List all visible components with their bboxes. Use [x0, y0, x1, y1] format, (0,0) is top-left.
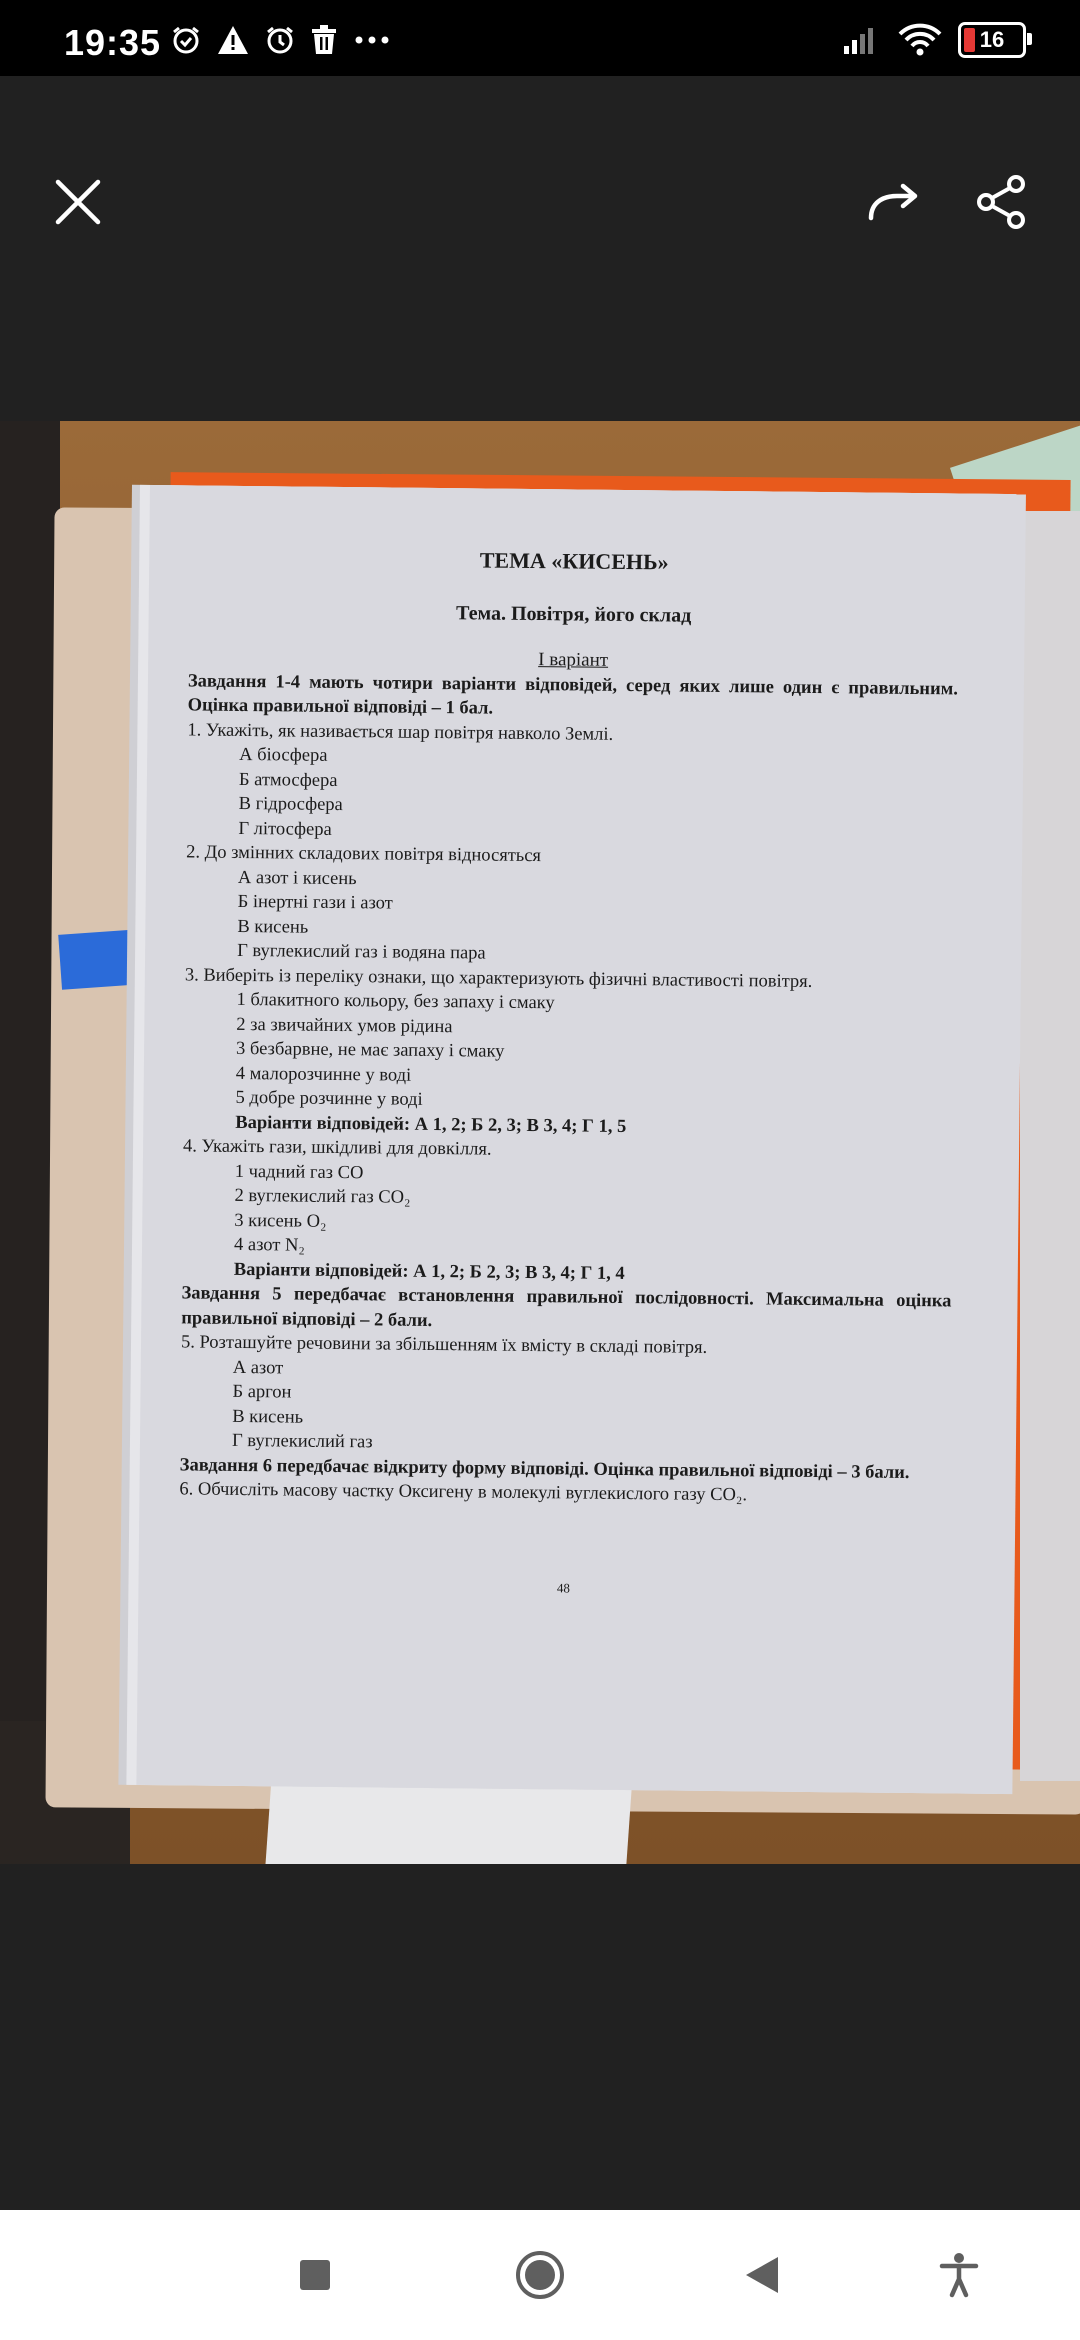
q4-option: 3 кисень O₂ [234, 1210, 327, 1232]
q5-option: В кисень [232, 1406, 304, 1428]
navigation-bar [0, 2210, 1080, 2340]
q3-answer-variants: Варіанти відповідей: А 1, 2; Б 2, 3; В 3, 4; Г 1, 5 [235, 1112, 627, 1137]
q3-option: 3 безбарвне, не має запаху і смаку [235, 1038, 505, 1062]
q4-answer-variants: Варіанти відповідей: А 1, 2; Б 2, 3; В 3, 4; Г 1, 4 [233, 1259, 625, 1284]
q2-option: Г вуглекислий газ і водяна пара [237, 940, 486, 964]
status-notification-icons [170, 24, 392, 56]
trash-icon [310, 24, 338, 56]
q3-option: 2 за звичайних умов рідина [236, 1014, 453, 1037]
q4-option: 4 азот N₂ [233, 1234, 305, 1256]
recents-square-icon [298, 2258, 332, 2292]
q4-option: 2 вуглекислий газ CO₂ [234, 1185, 411, 1208]
q2-option: Б інертні гази і азот [237, 891, 393, 914]
instruction-6: Завдання 6 передбачає відкриту форму відповіді. Оцінка правильної відповіді – 3 бали. [179, 1454, 910, 1483]
recents-button[interactable] [285, 2245, 345, 2305]
doc-variant: І варіант [538, 649, 609, 671]
q2-option: В кисень [237, 916, 309, 938]
back-triangle-icon [744, 2255, 780, 2295]
q3-option: 1 блакитного кольору, без запаху і смаку [236, 989, 555, 1014]
signal-icon [842, 24, 882, 56]
forward-button[interactable] [853, 162, 933, 242]
question-2: 2. До змінних складових повітря відносяться [186, 842, 542, 867]
home-button[interactable] [510, 2245, 570, 2305]
q1-option: Б атмосфера [238, 769, 338, 791]
back-button[interactable] [732, 2245, 792, 2305]
q5-option: Б аргон [232, 1381, 292, 1403]
share-icon [974, 174, 1030, 230]
facing-page [1020, 511, 1080, 1781]
close-button[interactable] [38, 162, 118, 242]
more-dots-icon [352, 24, 392, 56]
status-time: 19:35 [64, 22, 162, 63]
q3-option: 4 малорозчинне у воді [235, 1063, 412, 1086]
q1-option: Г літосфера [238, 818, 332, 840]
alarm-clock-icon [264, 24, 296, 56]
photo-image[interactable] [0, 421, 1080, 1864]
q1-option: А біосфера [239, 744, 328, 766]
viewer-toolbar [0, 76, 1080, 416]
home-circle-icon [514, 2249, 566, 2301]
wifi-icon [898, 23, 942, 57]
warning-icon [216, 24, 250, 56]
q2-option: А азот і кисень [237, 867, 357, 889]
q1-option: В гідросфера [238, 793, 343, 816]
question-3: 3. Виберіть із переліку ознаки, що характеризують фізичні властивості повітря. [184, 964, 813, 992]
doc-title: ТЕМА «КИСЕНЬ» [479, 547, 669, 575]
accessibility-button[interactable] [929, 2245, 989, 2305]
instruction-5: Завдання 5 передбачає встановлення правильної послідовності. Максимальна оцінка правильної відповіді – 2 бали. [181, 1283, 952, 1331]
status-system-icons [842, 22, 1026, 58]
question-4: 4. Укажіть гази, шкідливі для довкілля. [182, 1136, 492, 1160]
alarm-check-icon [170, 24, 202, 56]
battery-icon [958, 22, 1026, 58]
share-button[interactable] [962, 162, 1042, 242]
document-page [136, 485, 1026, 1794]
forward-icon [865, 178, 921, 226]
battery-level: 16 [979, 27, 1005, 52]
q3-option: 5 добре розчинне у воді [235, 1087, 423, 1110]
question-6: 6. Обчисліть масову частку Оксигену в молекулі вуглекислого газу CO₂. [179, 1479, 748, 1506]
question-5: 5. Розташуйте речовини за збільшенням їх вмісту в складі повітря. [180, 1332, 708, 1358]
accessibility-icon [939, 2252, 979, 2298]
q5-option: Г вуглекислий газ [231, 1430, 373, 1453]
instruction-1-4: Завдання 1-4 мають чотири варіанти відповідей, серед яких лише один є правильним. Оцінка правильної відповіді – 1 бал. [187, 670, 959, 719]
status-bar [0, 0, 1080, 76]
q5-option: А азот [232, 1357, 284, 1378]
page-number: 48 [556, 1579, 571, 1595]
page-text [178, 545, 959, 1604]
doc-subtitle: Тема. Повітря, його склад [455, 601, 692, 627]
q4-option: 1 чадний газ CO [234, 1161, 364, 1183]
question-1: 1. Укажіть, як називається шар повітря навколо Землі. [187, 719, 614, 745]
close-icon [54, 178, 102, 226]
